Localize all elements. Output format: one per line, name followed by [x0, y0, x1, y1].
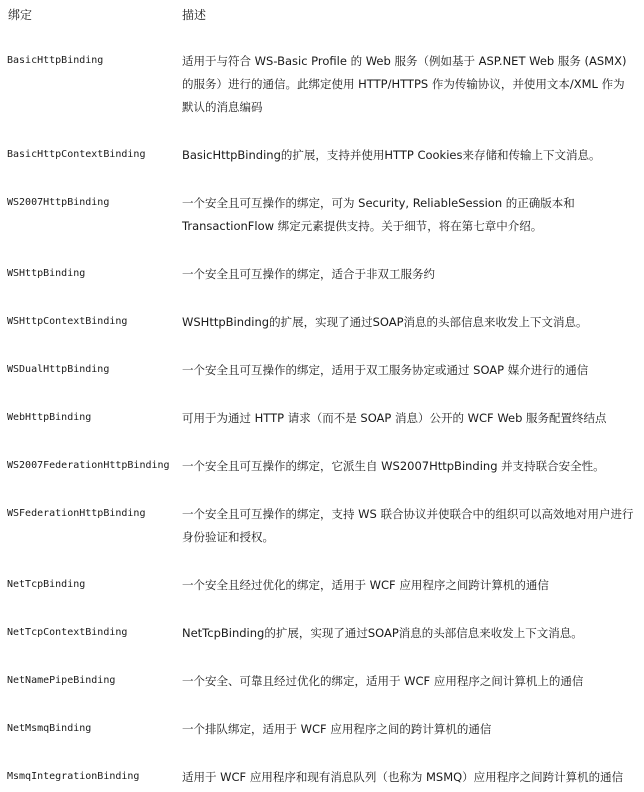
binding-description: 一个安全且可互操作的绑定，适用于双工服务协定或通过 SOAP 媒介进行的通信: [182, 363, 589, 377]
binding-name: WSDualHttpBinding: [7, 364, 110, 375]
binding-description: 一个安全、可靠且经过优化的绑定，适用于 WCF 应用程序之间计算机上的通信: [182, 674, 584, 688]
binding-name: BasicHttpContextBinding: [7, 149, 146, 160]
binding-description: 一个安全且可互操作的绑定，支持 WS 联合协议并使联合中的组织可以高效地对用户进行身份验证和授权。: [182, 507, 634, 544]
binding-description: 一个安全且可互操作的绑定，可为 Security, ReliableSession 的正确版本和 TransactionFlow 绑定元素提供支持。关于细节，将在第七章中介绍。: [182, 196, 575, 233]
binding-description: NetTcpBinding的扩展，实现了通过SOAP消息的头部信息来收发上下文消息。: [182, 626, 583, 640]
table-header: [0, 6, 644, 24]
binding-description: 可用于为通过 HTTP 请求（而不是 SOAP 消息）公开的 WCF Web 服务配置终结点: [182, 411, 607, 425]
binding-name: NetTcpContextBinding: [7, 627, 128, 638]
binding-name: NetMsmqBinding: [7, 723, 92, 734]
binding-description: 一个排队绑定，适用于 WCF 应用程序之间的跨计算机的通信: [182, 722, 492, 736]
binding-name: WSHttpContextBinding: [7, 316, 128, 327]
binding-description: 一个安全且可互操作的绑定，适合于非双工服务约: [182, 267, 435, 281]
binding-name: WSHttpBinding: [7, 268, 86, 279]
binding-name: BasicHttpBinding: [7, 55, 104, 66]
binding-name: WS2007HttpBinding: [7, 197, 110, 208]
header-binding: 绑定: [8, 8, 33, 22]
binding-description: 适用于与符合 WS-Basic Profile 的 Web 服务（例如基于 ASP.NET Web 服务 (ASMX) 的服务）进行的通信。此绑定使用 HTTP/HTTPS 作为传输协议，并使用文本/XML 作为默认的消息编码: [182, 54, 627, 114]
binding-name: MsmqIntegrationBinding: [7, 771, 140, 782]
binding-description: 一个安全且可互操作的绑定，它派生自 WS2007HttpBinding 并支持联合安全性。: [182, 459, 605, 473]
binding-name: WSFederationHttpBinding: [7, 508, 146, 519]
binding-description: 适用于 WCF 应用程序和现有消息队列（也称为 MSMQ）应用程序之间跨计算机的通信: [182, 770, 624, 784]
header-description: 描述: [182, 8, 207, 22]
binding-description: 一个安全且经过优化的绑定，适用于 WCF 应用程序之间跨计算机的通信: [182, 578, 549, 592]
binding-name: WS2007FederationHttpBinding: [7, 460, 170, 471]
binding-name: NetTcpBinding: [7, 579, 86, 590]
binding-description: BasicHttpBinding的扩展，支持并使用HTTP Cookies来存储和传输上下文消息。: [182, 148, 601, 162]
binding-name: NetNamePipeBinding: [7, 675, 116, 686]
binding-name: WebHttpBinding: [7, 412, 92, 423]
binding-description: WSHttpBinding的扩展，实现了通过SOAP消息的头部信息来收发上下文消息。: [182, 315, 588, 329]
